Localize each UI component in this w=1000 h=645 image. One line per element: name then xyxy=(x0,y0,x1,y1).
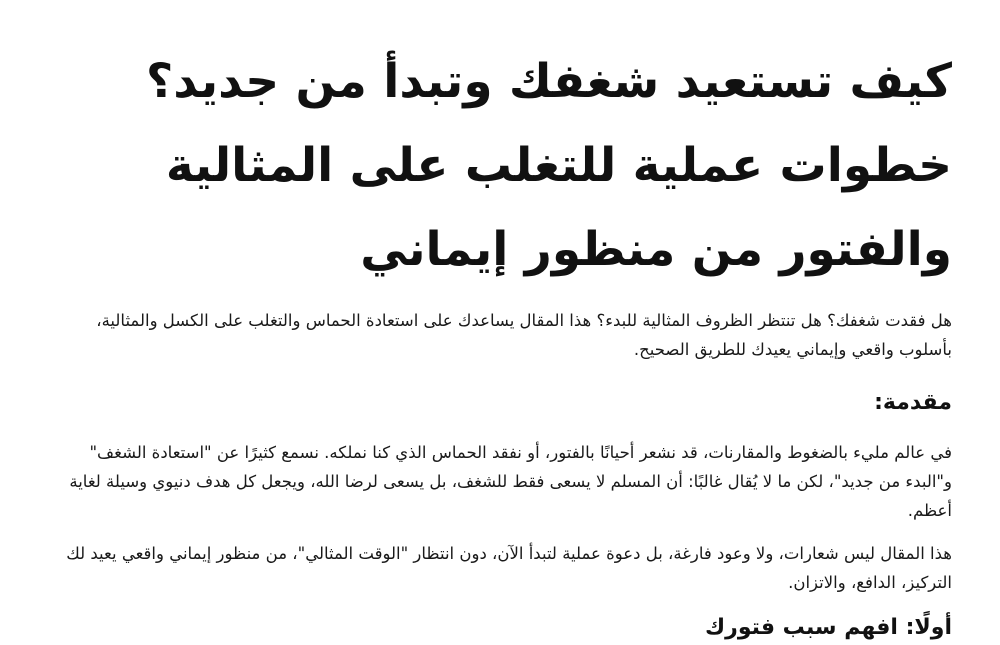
article-lead: هل فقدت شغفك؟ هل تنتظر الظروف المثالية للبدء؟ هذا المقال يساعدك على استعادة الحماس والتغلب على الكسل والمثالية، بأسلوب واقعي وإيماني يعيدك للطريق الصحيح. xyxy=(96,311,952,359)
article-title: كيف تستعيد شغفك وتبدأ من جديد؟ خطوات عملية للتغلب على المثالية والفتور من منظور إيماني xyxy=(146,54,952,277)
next-section-heading: أولًا: افهم سبب فتورك xyxy=(704,615,952,640)
intro-heading: مقدمة: xyxy=(874,390,952,415)
paragraph-1: في عالم مليء بالضغوط والمقارنات، قد نشعر أحيانًا بالفتور، أو نفقد الحماس الذي كنا نملكه. نسمع كثيرًا عن "استعادة الشغف" و"البدء من جديد"، لكن ما لا يُقال غالبًا: أن المسلم لا يسعى فقط للشغف، بل يسعى لرضا الله، ويجعل كل هدف دنيوي وسيلة لغاية أعظم. xyxy=(69,443,952,520)
paragraph-2: هذا المقال ليس شعارات، ولا وعود فارغة، بل دعوة عملية لتبدأ الآن، دون انتظار "الوقت المثالي"، من منظور إيماني واقعي يعيد لك التركيز، الدافع، والاتزان. xyxy=(66,544,952,592)
article xyxy=(52,0,952,645)
